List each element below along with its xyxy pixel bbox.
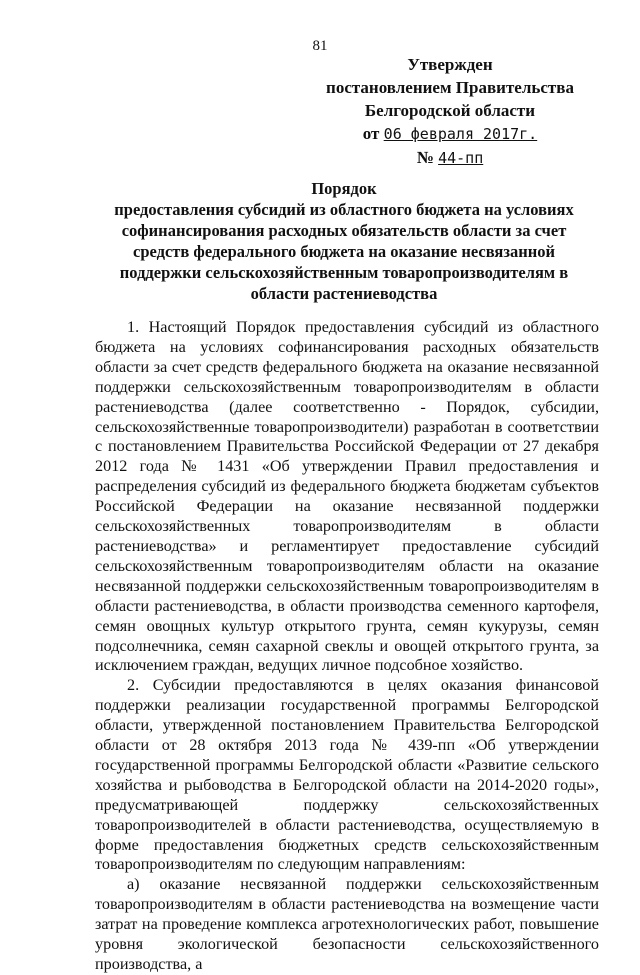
approval-line1: постановлением Правительства xyxy=(326,78,574,97)
document-body xyxy=(95,318,599,975)
approval-number-value: 44-пп xyxy=(438,149,484,167)
heading-subtitle: предоставления субсидий из областного бюджета на условиях софинансирования расходных обязательств области за счет средств федерального бюджета на оказание несвязанной поддержки сельскохозяйственным товаропроизводителям в области растениеводства xyxy=(114,200,574,303)
approval-line2: Белгородской области xyxy=(364,101,536,120)
heading-title: Порядок xyxy=(311,179,377,198)
approval-date-prefix: от xyxy=(362,124,380,143)
approval-date xyxy=(310,122,590,146)
approval-stamp xyxy=(310,53,590,170)
approval-date-value: 06 февраля 2017г. xyxy=(383,125,538,143)
page-number: 81 xyxy=(312,38,328,54)
approval-number xyxy=(310,146,590,170)
approval-title: Утвержден xyxy=(407,55,493,74)
paragraph-1: 1. Настоящий Порядок предоставления субсидий из областного бюджета на условиях софинансирования расходных обязательств области за счет средств федерального бюджета на оказание несвязанной поддержки сельскохозяйственным товаропроизводителям в области растениеводства (далее соответственно - Порядок, субсидии, сельскохозяйственные товаропроизводители) разработан в соответствии с постановлением Правительства Российской Федерации от 27 декабря 2012 года № 1431 «Об утверждении Правил предоставления и распределения субсидий из федерального бюджета бюджетам субъектов Российской Федерации на оказание несвязанной поддержки сельскохозяйственных товаропроизводителям в области растениеводства» и регламентирует предоставление субсидий сельскохозяйственным товаропроизводителям области на оказание несвязанной поддержки сельскохозяйственным товаропроизводителям в области растениеводства, в области производства семенного картофеля, семян овощных культур открытого грунта, семян кукурузы, семян подсолнечника, семян сахарной свеклы и овощей открытого грунта, за исключением граждан, ведущих личное подсобное хозяйство. xyxy=(95,318,599,675)
document-heading xyxy=(95,178,593,304)
paragraph-2: 2. Субсидии предоставляются в целях оказания финансовой поддержки реализации государственной программы Белгородской области, утвержденной постановлением Правительства Белгородской области от 28 октября 2013 года № 439-пп «Об утверждении государственной программы Белгородской области «Развитие сельского хозяйства и рыбоводства в Белгородской области на 2014-2020 годы», предусматривающей поддержку сельскохозяйственных товаропроизводителей в области растениеводства, осуществляемую в форме предоставления бюджетных средств сельскохозяйственным товаропроизводителям по следующим направлениям: xyxy=(95,676,599,874)
paragraph-3: а) оказание несвязанной поддержки сельскохозяйственным товаропроизводителям в области растениеводства на возмещение части затрат на проведение комплекса агротехнологических работ, повышение уровня экологической безопасности сельскохозяйственного производства, а xyxy=(95,875,599,973)
approval-number-prefix: № xyxy=(416,148,434,167)
